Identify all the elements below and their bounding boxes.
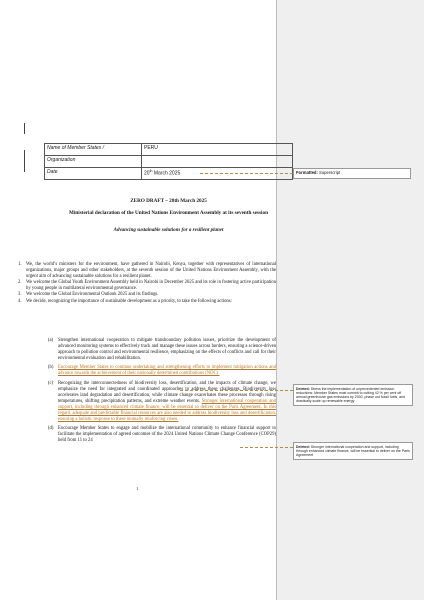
date-rest: March 2025 xyxy=(152,170,181,177)
list-item xyxy=(48,381,276,424)
action-text: Recognizing the interconnectedness of biodiversity loss, desertification, and the impacts of climate change, we emphasize the need for integrated and coordinated approaches to address these challenges. Biodiversity loss accelerates land degradation and desertification, while climate change exacerbates these processes through rising temperatures, shifting precipitation patterns, and extreme weather events. xyxy=(58,380,276,404)
date-day: 20 xyxy=(144,170,150,177)
list-item xyxy=(18,280,276,292)
table-row xyxy=(45,144,293,156)
comment-connector xyxy=(180,390,293,391)
sidebar-divider xyxy=(276,0,277,600)
action-list xyxy=(48,338,276,448)
comment-label: Deleted: xyxy=(296,444,310,449)
action-text: Encourage Member States to engage and mobilize the international community to enhance financial support to facilitate the implementation of agreed outcomes of the 2024 United Nations Climate Change Conference (COP29) held from 11 to 24 xyxy=(58,426,276,444)
table-value[interactable] xyxy=(142,156,293,168)
inserted-text: Stronger international cooperation and support, including through enhanced climate finance, will be essential to deliver on the Paris Agreement. In this regard, adequate and predictable financial resources are also needed to address biodiversity loss and desertification, ensuring a holistic response to these mutually reinforcing crises. xyxy=(58,398,276,423)
list-item xyxy=(48,365,276,377)
declaration-subtitle: Advancing sustainable solutions for a resilient planet xyxy=(113,228,224,233)
member-info-table xyxy=(44,143,293,180)
page-number: 1 xyxy=(136,486,139,491)
paragraph-number: 4. xyxy=(18,298,22,304)
draft-heading: ZERO DRAFT – 28th March 2025 xyxy=(130,198,207,204)
action-letter: (d) xyxy=(48,426,54,432)
list-item xyxy=(48,338,276,362)
action-letter: (c) xyxy=(48,380,54,386)
paragraph-text: We decide, recognizing the importance of sustainable development as a priority, to take the following actions: xyxy=(26,298,232,304)
format-connector xyxy=(200,173,293,174)
change-bar xyxy=(24,123,25,134)
action-letter: (b) xyxy=(48,365,54,371)
paragraph-text: We welcome the Global Youth Environment Assembly held in Nairobi in December 2025 and its role in fostering active participation by young people in multilateral environmental governance. xyxy=(26,280,276,292)
paragraph-number: 3. xyxy=(18,292,22,298)
action-text: Strengthen international cooperation to mitigate transboundary pollution issues, prioritize the development of advanced monitoring systems to effectively track and manage these issues across borders, ensuring a science-driven approach to pollution control and environmental resilience, emphasizing on the effects of conflicts and call for their environmental evaluation and rehabilitation. xyxy=(58,338,276,362)
paragraph-number: 1. xyxy=(18,262,22,267)
comment-text: Stronger international cooperation and support, including through enhanced climate finance, will be essential to deliver on the Paris Agreement xyxy=(296,444,410,457)
list-item xyxy=(48,426,276,444)
list-item xyxy=(18,299,276,305)
numbered-paragraphs xyxy=(18,262,276,305)
table-label: Date xyxy=(45,168,142,180)
deleted-comment-balloon[interactable] xyxy=(293,384,413,406)
formatting-balloon[interactable] xyxy=(293,168,411,179)
comment-sidebar xyxy=(276,0,424,600)
action-letter: (a) xyxy=(48,338,54,343)
paragraph-number: 2. xyxy=(18,280,22,286)
table-value[interactable]: PERU xyxy=(142,144,293,156)
comment-label: Deleted: xyxy=(296,386,310,391)
change-bar xyxy=(24,150,25,172)
declaration-title: Ministerial declaration of the United Nations Environment Assembly at its seventh session xyxy=(69,210,268,216)
deleted-comment-balloon[interactable] xyxy=(293,442,413,460)
date-superscript: th xyxy=(149,169,153,173)
format-value: Superscript xyxy=(319,170,341,175)
table-label: Organization xyxy=(45,156,142,168)
paragraph-text: We welcome the Global Environmental Outlook 2025 and its findings. xyxy=(26,292,159,298)
table-row xyxy=(45,156,293,168)
comment-text: Stress the implementation of unprecedented emission reductions: Member States must commit to cutting 42 % per cent off annual greenhouse gas emissions by 2030, phase out fossil fuels, and drastically scale up renewable energy xyxy=(296,386,405,404)
paragraph-text: We, the world’s ministers for the environment, have gathered in Nairobi, Kenya, together with representatives of international organizations, major groups and other stakeholders, at the seventh session of the United Nations Environment Assembly, with the urgent aim of advancing sustainable solutions for a resilient planet. xyxy=(26,262,276,280)
comment-connector xyxy=(240,447,293,448)
format-label: Formatted: xyxy=(296,170,318,175)
inserted-text: Encourage Member States to continue undertaking and strengthening efforts to implement mitigation actions and advance towards the achievement of their nationally determined contributions (NDC). xyxy=(58,365,276,377)
table-label: Name of Member States / xyxy=(45,144,142,156)
list-item xyxy=(18,262,276,280)
